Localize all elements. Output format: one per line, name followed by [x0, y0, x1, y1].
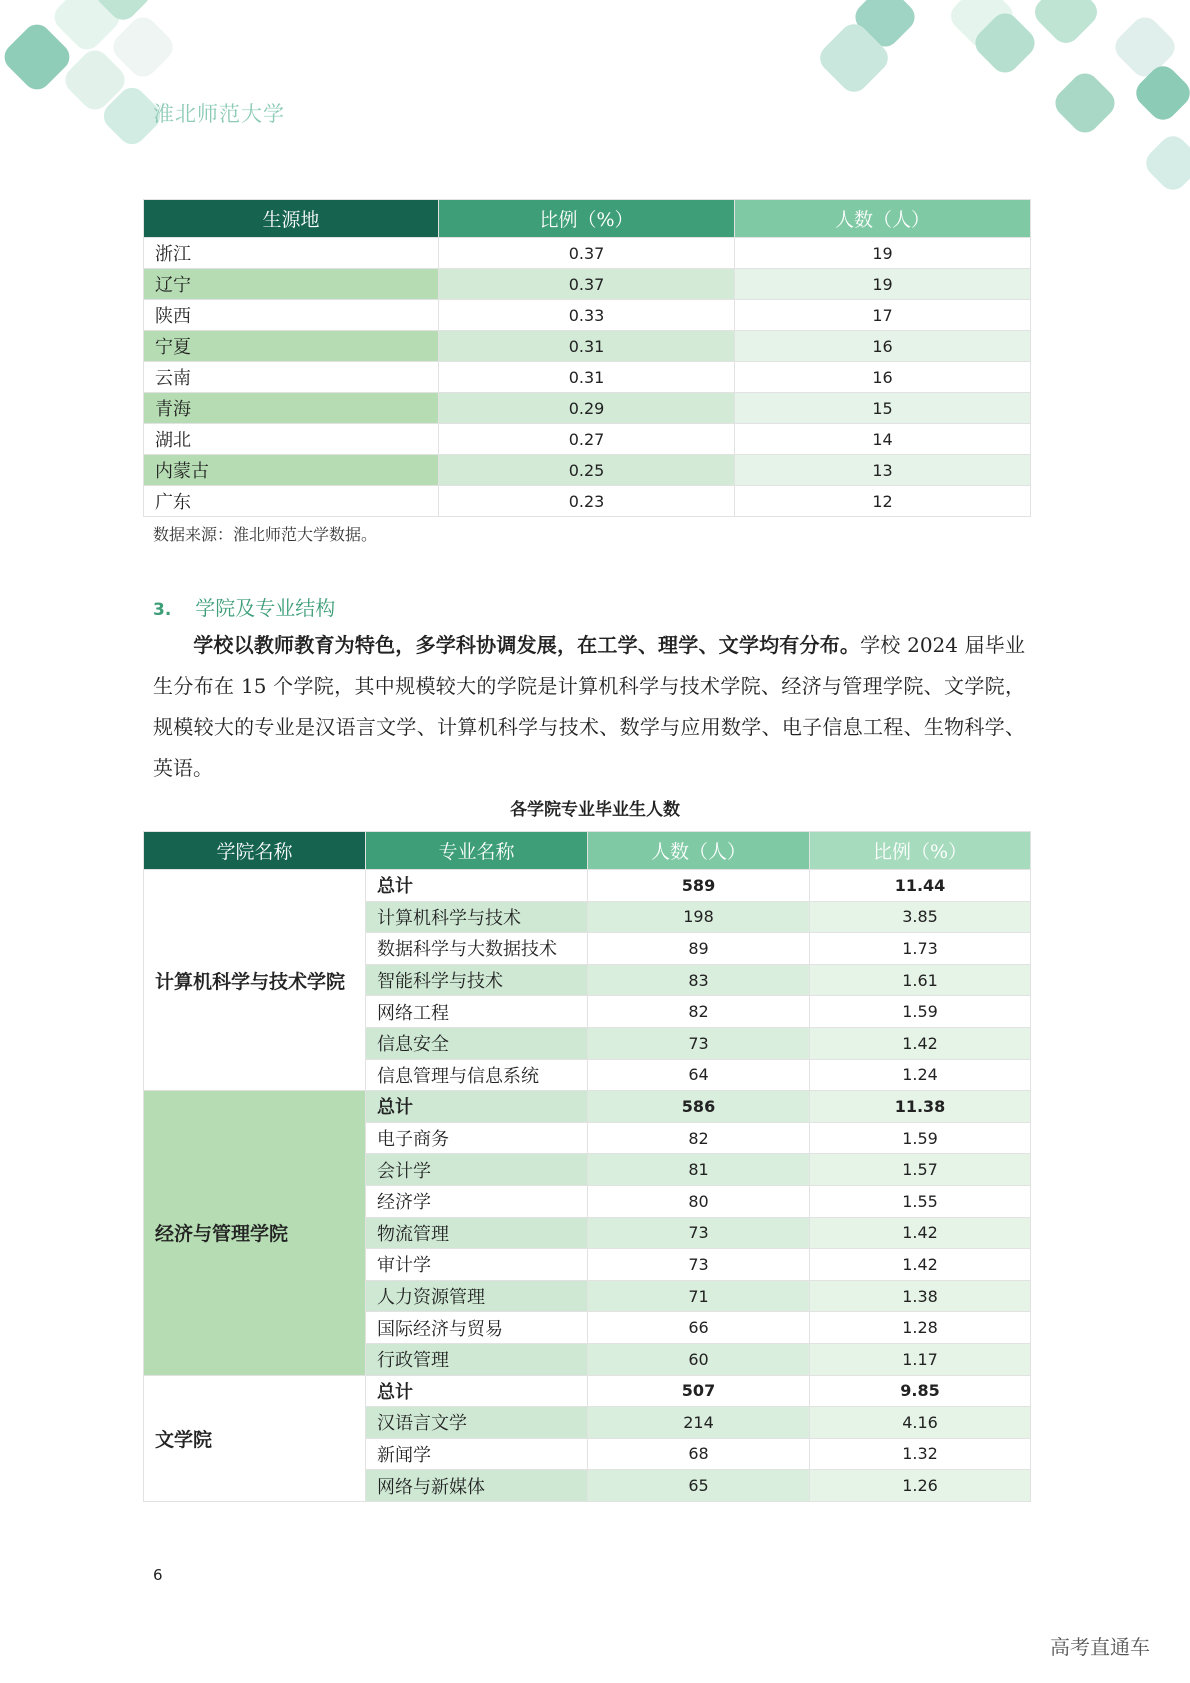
major-name-cell: 总计 [366, 1091, 588, 1123]
table-row [144, 269, 1031, 300]
count-cell: 65 [588, 1470, 810, 1502]
count-cell: 68 [588, 1438, 810, 1470]
college-name-cell: 文学院 [144, 1375, 366, 1501]
major-name-cell: 物流管理 [366, 1217, 588, 1249]
major-name-cell: 总计 [366, 1375, 588, 1407]
section-title: 学院及专业结构 [195, 596, 336, 620]
major-name-cell: 国际经济与贸易 [366, 1312, 588, 1344]
count-cell: 83 [588, 964, 810, 996]
region-cell: 青海 [144, 393, 439, 424]
major-name-cell: 审计学 [366, 1249, 588, 1281]
major-name-cell: 新闻学 [366, 1438, 588, 1470]
count-cell: 82 [588, 996, 810, 1028]
watermark-logo-text: 高考直通车 [1050, 1635, 1150, 1659]
table-header-row [144, 832, 1031, 870]
count-cell: 16 [735, 362, 1031, 393]
region-cell: 陕西 [144, 300, 439, 331]
major-name-cell: 智能科学与技术 [366, 964, 588, 996]
paragraph-body: 学校 2024 届毕业生分布在 15 个学院，其中规模较大的学院是计算机科学与技术学院、经济与管理学院、文学院，规模较大的专业是汉语言文学、计算机科学与技术、数学与应用数学、电子信息工程、生物科学、英语。 [153, 633, 1025, 780]
table-row [144, 331, 1031, 362]
major-name-cell: 电子商务 [366, 1122, 588, 1154]
count-cell: 73 [588, 1249, 810, 1281]
count-cell: 586 [588, 1091, 810, 1123]
count-cell: 507 [588, 1375, 810, 1407]
column-header-ratio: 比例（%） [810, 832, 1031, 870]
college-total-row [144, 1375, 1031, 1407]
count-cell: 64 [588, 1059, 810, 1091]
column-header-major: 专业名称 [366, 832, 588, 870]
ratio-cell: 1.17 [810, 1343, 1031, 1375]
count-cell: 12 [735, 486, 1031, 517]
column-header-count: 人数（人） [588, 832, 810, 870]
ratio-cell: 0.37 [439, 269, 735, 300]
count-cell: 19 [735, 238, 1031, 269]
paragraph-lead: 学校以教师教育为特色，多学科协调发展，在工学、理学、文学均有分布。 [193, 633, 861, 657]
table-row [144, 362, 1031, 393]
ratio-cell: 1.61 [810, 964, 1031, 996]
ratio-cell: 1.55 [810, 1185, 1031, 1217]
column-header-college: 学院名称 [144, 832, 366, 870]
college-name-cell: 计算机科学与技术学院 [144, 870, 366, 1091]
count-cell: 82 [588, 1122, 810, 1154]
column-header-count: 人数（人） [735, 200, 1031, 238]
section-number: 3. [153, 600, 172, 620]
count-cell: 81 [588, 1154, 810, 1186]
count-cell: 19 [735, 269, 1031, 300]
college-total-row [144, 870, 1031, 902]
count-cell: 13 [735, 455, 1031, 486]
ratio-cell: 3.85 [810, 901, 1031, 933]
table-row [144, 424, 1031, 455]
college-name-cell: 经济与管理学院 [144, 1091, 366, 1375]
count-cell: 89 [588, 933, 810, 965]
region-cell: 广东 [144, 486, 439, 517]
ratio-cell: 0.29 [439, 393, 735, 424]
major-name-cell: 网络工程 [366, 996, 588, 1028]
table-row [144, 486, 1031, 517]
column-header-ratio: 比例（%） [439, 200, 735, 238]
table-row [144, 238, 1031, 269]
region-cell: 宁夏 [144, 331, 439, 362]
count-cell: 66 [588, 1312, 810, 1344]
count-cell: 16 [735, 331, 1031, 362]
count-cell: 73 [588, 1027, 810, 1059]
column-header-region: 生源地 [144, 200, 439, 238]
page-number: 6 [153, 1566, 163, 1584]
ratio-cell: 11.38 [810, 1091, 1031, 1123]
ratio-cell: 0.33 [439, 300, 735, 331]
ratio-cell: 1.73 [810, 933, 1031, 965]
count-cell: 80 [588, 1185, 810, 1217]
ratio-cell: 9.85 [810, 1375, 1031, 1407]
count-cell: 14 [735, 424, 1031, 455]
count-cell: 17 [735, 300, 1031, 331]
ratio-cell: 1.32 [810, 1438, 1031, 1470]
ratio-cell: 1.59 [810, 996, 1031, 1028]
ratio-cell: 1.42 [810, 1217, 1031, 1249]
table-row [144, 300, 1031, 331]
ratio-cell: 1.28 [810, 1312, 1031, 1344]
count-cell: 198 [588, 901, 810, 933]
count-cell: 73 [588, 1217, 810, 1249]
table-header-row [144, 200, 1031, 238]
major-name-cell: 总计 [366, 870, 588, 902]
count-cell: 60 [588, 1343, 810, 1375]
count-cell: 15 [735, 393, 1031, 424]
major-name-cell: 汉语言文学 [366, 1407, 588, 1439]
section-paragraph [153, 625, 1025, 789]
ratio-cell: 1.42 [810, 1027, 1031, 1059]
major-name-cell: 网络与新媒体 [366, 1470, 588, 1502]
major-name-cell: 信息安全 [366, 1027, 588, 1059]
table-row [144, 393, 1031, 424]
major-name-cell: 经济学 [366, 1185, 588, 1217]
table-row [144, 455, 1031, 486]
source-region-table [143, 199, 1031, 517]
ratio-cell: 1.24 [810, 1059, 1031, 1091]
header-university-name: 淮北师范大学 [153, 102, 285, 126]
ratio-cell: 0.31 [439, 362, 735, 393]
ratio-cell: 1.59 [810, 1122, 1031, 1154]
ratio-cell: 0.25 [439, 455, 735, 486]
major-name-cell: 人力资源管理 [366, 1280, 588, 1312]
ratio-cell: 1.42 [810, 1249, 1031, 1281]
ratio-cell: 0.31 [439, 331, 735, 362]
count-cell: 71 [588, 1280, 810, 1312]
region-cell: 辽宁 [144, 269, 439, 300]
data-source-note: 数据来源：淮北师范大学数据。 [153, 525, 378, 544]
region-cell: 内蒙古 [144, 455, 439, 486]
region-cell: 云南 [144, 362, 439, 393]
ratio-cell: 1.57 [810, 1154, 1031, 1186]
section-heading [153, 592, 335, 621]
college-total-row [144, 1091, 1031, 1123]
ratio-cell: 0.37 [439, 238, 735, 269]
region-cell: 湖北 [144, 424, 439, 455]
ratio-cell: 4.16 [810, 1407, 1031, 1439]
count-cell: 589 [588, 870, 810, 902]
ratio-cell: 0.23 [439, 486, 735, 517]
ratio-cell: 11.44 [810, 870, 1031, 902]
ratio-cell: 0.27 [439, 424, 735, 455]
region-cell: 浙江 [144, 238, 439, 269]
ratio-cell: 1.38 [810, 1280, 1031, 1312]
major-graduates-table [143, 831, 1031, 1502]
major-name-cell: 行政管理 [366, 1343, 588, 1375]
major-name-cell: 数据科学与大数据技术 [366, 933, 588, 965]
major-name-cell: 会计学 [366, 1154, 588, 1186]
major-name-cell: 计算机科学与技术 [366, 901, 588, 933]
major-name-cell: 信息管理与信息系统 [366, 1059, 588, 1091]
ratio-cell: 1.26 [810, 1470, 1031, 1502]
table-caption: 各学院专业毕业生人数 [510, 800, 680, 820]
count-cell: 214 [588, 1407, 810, 1439]
